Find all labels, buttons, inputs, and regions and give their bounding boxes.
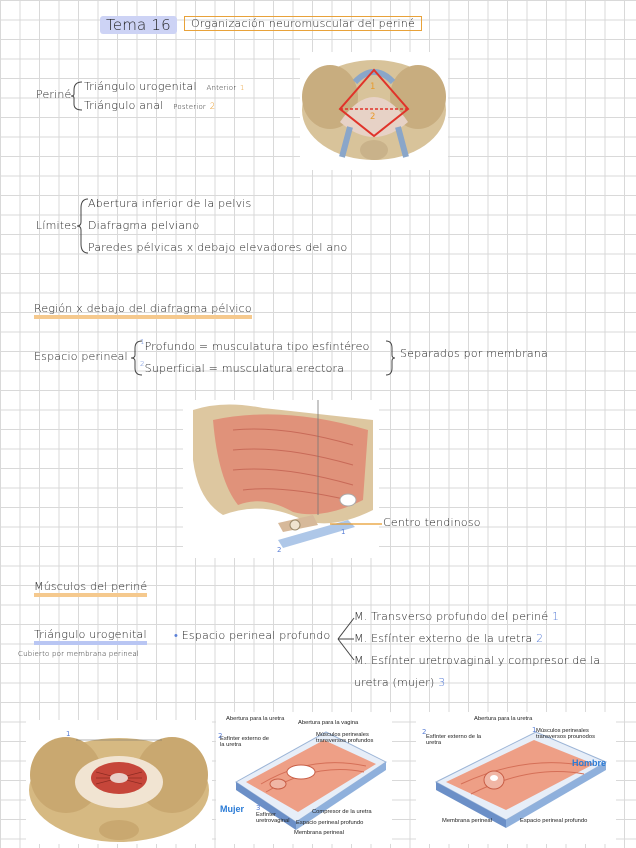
musculos-heading-text: Músculos del periné	[34, 580, 147, 597]
limites-item-3: Paredes pélvicas x debajo elevadores del ano	[88, 241, 348, 254]
limites-label: Límites	[36, 219, 78, 232]
limites-item-1: Abertura inferior de la pelvis	[88, 197, 252, 210]
espacio-profundo	[174, 629, 330, 642]
page-title-text: Organización neuromuscular del periné	[184, 16, 422, 31]
pelvis-mark-1: 1	[370, 82, 376, 92]
hombre-label-espacio: Espacio perineal profundo	[520, 818, 588, 824]
perine-brace	[70, 80, 84, 112]
region-item-2-num: 2	[140, 360, 145, 368]
perine-item-1	[84, 80, 245, 93]
triangulo-urogenital	[34, 628, 147, 641]
page-title	[184, 17, 422, 30]
pelvis-mark-2: 2	[370, 112, 376, 122]
mujer-label-esfinter: Esfínter externo de la uretra	[220, 736, 269, 748]
region-heading	[34, 302, 252, 315]
musculo-item-2-num: 2	[536, 632, 544, 645]
pelvis-figure	[300, 52, 448, 170]
hombre-figure	[416, 712, 616, 844]
perine-item-1-text: Triángulo urogenital	[84, 80, 197, 93]
perineal-muscle-illustration	[183, 400, 379, 558]
espacio-profundo-text: Espacio perineal profundo	[181, 629, 331, 642]
region-heading-text: Región x debajo del diafragma pélvico	[34, 302, 252, 319]
centro-tendinoso-pointer	[330, 520, 382, 528]
hombre-label-membrana: Membrana perineal	[442, 818, 492, 824]
region-item-1	[140, 340, 370, 353]
perine-item-1-num: 1	[240, 84, 245, 92]
hombre-label-esfinter: Esfínter externo de la uretra	[426, 734, 482, 746]
perine-label: Periné	[36, 88, 72, 101]
mujer-label-abertura-uretra: Abertura para la uretra	[226, 716, 285, 722]
musculo-item-3: M. Esfínter uretrovaginal y compresor de la	[354, 654, 601, 667]
perine-item-1-note: Anterior	[206, 84, 237, 92]
musculo-item-1	[354, 610, 559, 623]
separados-note: Separados por membrana	[400, 347, 548, 360]
muscle-mark-1: 1	[341, 528, 346, 536]
mujer-label-esfinter-uv: Esfínter uretrovaginal	[256, 812, 290, 824]
muscle-mark-2: 2	[277, 546, 282, 554]
musculo-item-2-text: M. Esfínter externo de la uretra	[354, 632, 533, 645]
region-item-1-num: 1	[140, 338, 145, 346]
pelvis-muscle-illustration	[26, 720, 212, 844]
espacio-perineal-label: Espacio perineal	[34, 350, 128, 363]
musculo-item-2	[354, 632, 543, 645]
triangulo-sub: Cubierto por membrana perineal	[18, 650, 140, 658]
triangulo-urogenital-text: Triángulo urogenital	[34, 628, 147, 645]
mujer-label-membrana: Membrana perineal	[294, 830, 344, 836]
mujer-label-espacio: Espacio perineal profundo	[296, 820, 364, 826]
centro-tendinoso-label: Centro tendinoso	[383, 516, 481, 529]
musculo-item-1-num: 1	[552, 610, 560, 623]
perine-item-2-text: Triángulo anal	[84, 99, 164, 112]
perine-item-2-note: Posterior	[173, 103, 207, 111]
bullet-icon: •	[174, 629, 179, 642]
hombre-mark-2: 2	[422, 728, 427, 736]
pelvis2-mark-1: 1	[66, 730, 71, 738]
pelvis-illustration	[300, 52, 448, 170]
hombre-badge: Hombre	[572, 758, 607, 768]
hombre-label-abertura-uretra: Abertura para la uretra	[474, 716, 533, 722]
mujer-label-compresor: Compresor de la uretra	[312, 809, 372, 815]
musculo-item-4-num: 3	[438, 676, 446, 689]
region-item-1-text: Profundo = musculatura tipo esfintéreo	[144, 340, 370, 353]
region-item-2	[140, 362, 344, 375]
mujer-label-abertura-vagina: Abertura para la vagina	[298, 720, 359, 726]
mujer-mark-3: 3	[256, 804, 261, 812]
tema-label: Tema 16	[100, 16, 177, 34]
tema-badge	[100, 16, 177, 34]
mujer-figure	[216, 712, 392, 844]
musculo-item-4	[354, 676, 445, 689]
musculos-heading	[34, 580, 147, 593]
pelvis-muscle-figure	[26, 720, 212, 844]
musculo-item-1-text: M. Transverso profundo del periné	[354, 610, 549, 623]
mujer-badge: Mujer	[220, 804, 245, 814]
mujer-label-transversos: Músculos perineales transversos profundos	[316, 732, 374, 744]
perineal-muscle-figure	[183, 400, 379, 558]
musculos-arrows	[336, 612, 356, 666]
limites-item-2: Diafragma pelviano	[88, 219, 200, 232]
hombre-label-transversos: Músculos perineales transversos prounodos	[536, 728, 595, 740]
hombre-mark-1: 1	[532, 726, 537, 734]
mujer-mark-2: 2	[218, 732, 223, 740]
perine-item-2	[84, 99, 215, 112]
perine-item-2-num: 2	[209, 102, 216, 112]
separados-brace	[384, 338, 396, 378]
region-item-2-text: Superficial = musculatura erectora	[144, 362, 345, 375]
musculo-item-4-text: uretra (mujer)	[354, 676, 435, 689]
